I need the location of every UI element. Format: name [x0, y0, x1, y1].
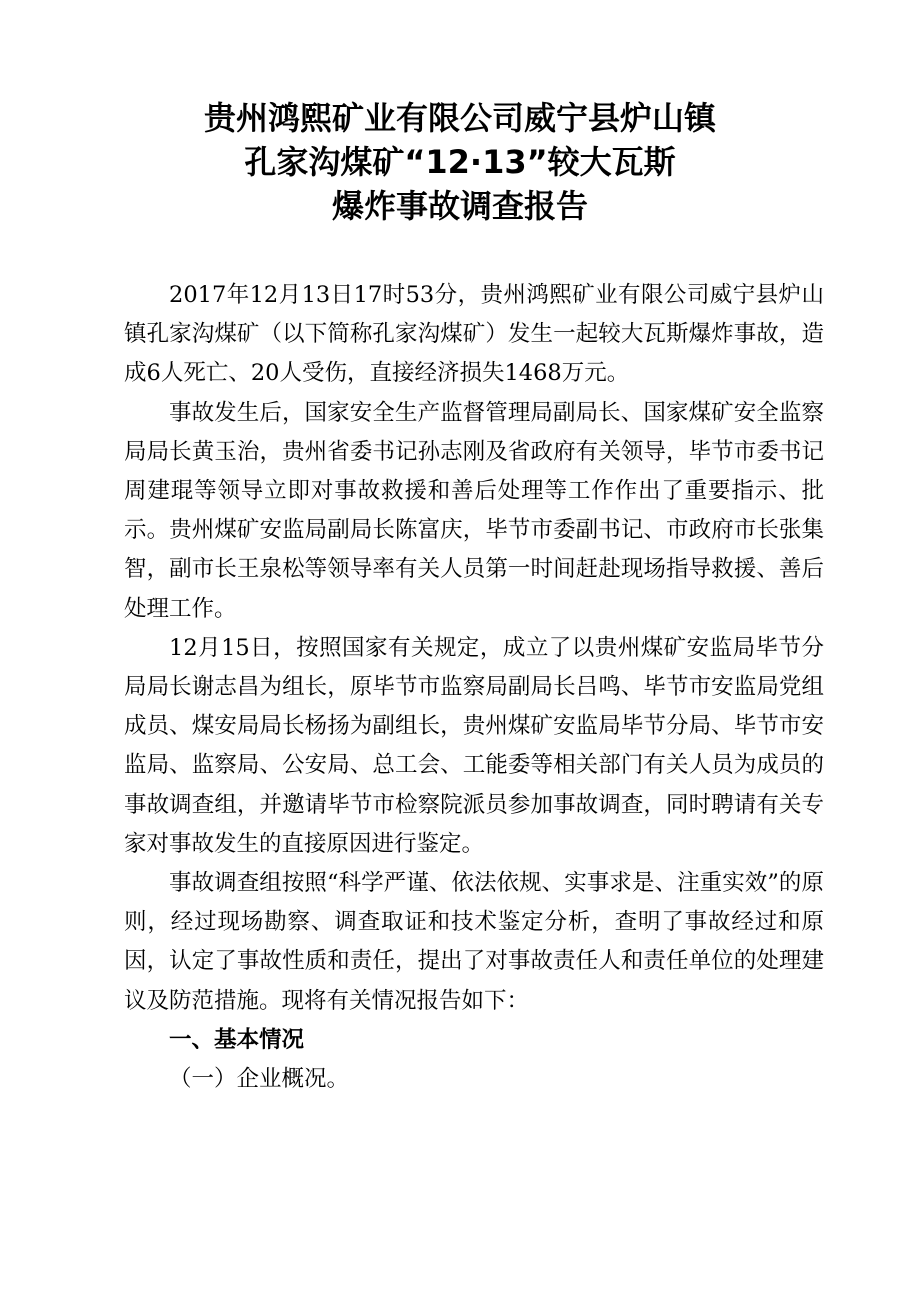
- title-line-3: 爆炸事故调查报告: [331, 187, 588, 225]
- paragraph-investigation-team: 12月15日，按照国家有关规定，成立了以贵州煤矿安监局毕节分局局长谢志昌为组长，原毕节市监察局副局长吕鸣、毕节市安监局党组成员、煤安局局长杨扬为副组长，贵州煤矿安监局毕节分局、毕节市安监局、监察局、公安局、总工会、工能委等相关部门有关人员为成员的事故调查组，并邀请毕节市检察院派员参加事故调查，同时聘请有关专家对事故发生的直接原因进行鉴定。: [124, 634, 824, 857]
- report-body: [124, 276, 824, 1099]
- paragraph-leadership-response: 事故发生后，国家安全生产监督管理局副局长、国家煤矿安全监察局局长黄玉治，贵州省委书记孙志刚及省政府有关领导，毕节市委书记周建琨等领导立即对事故救援和善后处理等工作作出了重要指示、批示。贵州煤矿安监局副局长陈富庆，毕节市委副书记、市政府市长张集智，副市长王泉松等领导率有关人员第一时间赶赴现场指导救援、善后处理工作。: [124, 399, 824, 622]
- section-heading-basic-info: 一、基本情况: [169, 1026, 305, 1053]
- title-line-2: 孔家沟煤矿“12·13”较大瓦斯: [244, 143, 676, 181]
- title-line-1: 贵州鸿熙矿业有限公司威宁县炉山镇: [203, 99, 716, 137]
- paragraph-investigation-principles: 事故调查组按照“科学严谨、依法依规、实事求是、注重实效”的原则，经过现场勘察、调查取证和技术鉴定分析，查明了事故经过和原因，认定了事故性质和责任，提出了对事故责任人和责任单位的处理建议及防范措施。现将有关情况报告如下：: [124, 870, 824, 1014]
- paragraph-accident-summary: 2017年12月13日17时53分，贵州鸿熙矿业有限公司威宁县炉山镇孔家沟煤矿（以下简称孔家沟煤矿）发生一起较大瓦斯爆炸事故，造成6人死亡、20人受伤，直接经济损失1468万元。: [124, 282, 824, 387]
- report-title: [0, 96, 920, 228]
- subsection-heading-company-overview: （一）企业概况。: [169, 1066, 350, 1093]
